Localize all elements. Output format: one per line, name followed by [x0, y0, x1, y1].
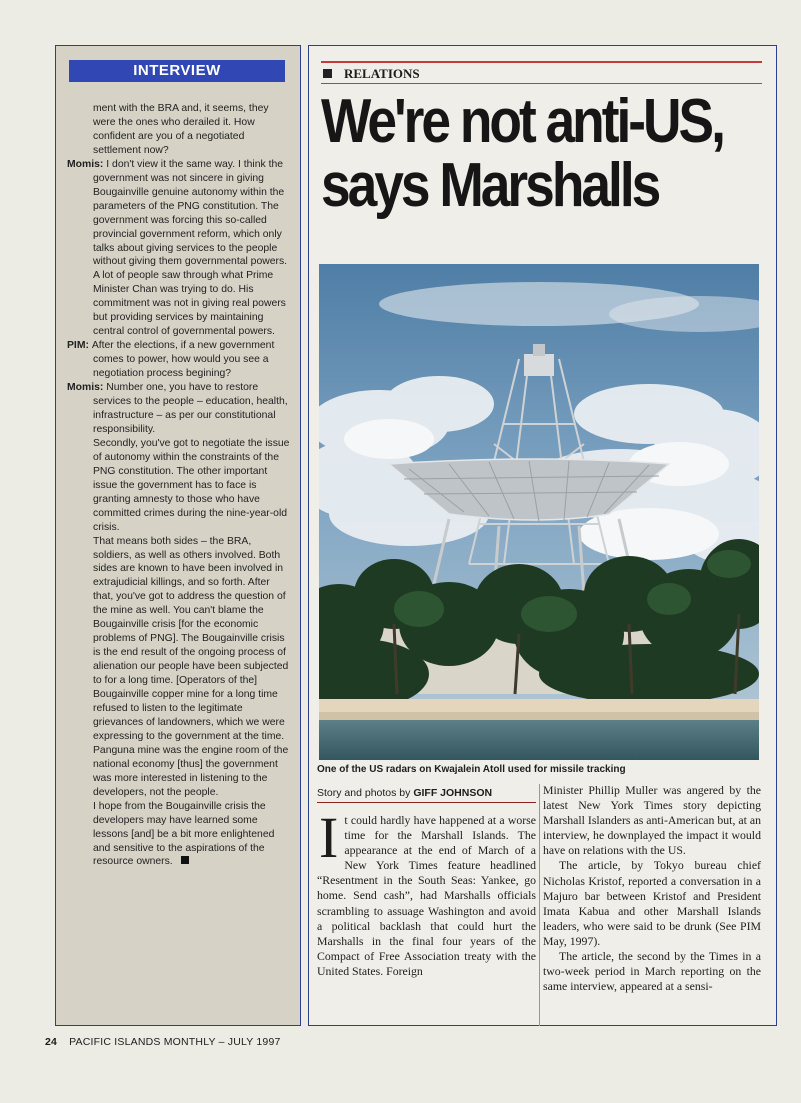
interview-text: A lot of people saw through what Prime Minister Chan was trying to do. His commitment was not in giving real powers but providing services by maintaining central control of governmental powers. [93, 270, 286, 338]
interview-paragraph [67, 339, 291, 381]
interview-text: I don't view it the same way. I think the government was not sincere in giving Bougainville genuine autonomy within the parameters of the PNG constitution. The government was forcing this so-called provincial government reform, which only talks about giving services to the people without giving them governmental powers. [93, 158, 288, 268]
byline-rule [317, 802, 536, 803]
interview-paragraph [67, 102, 291, 158]
page-number: 24 [45, 1036, 58, 1048]
interview-text: ment with the BRA and, it seems, they were the ones who derailed it. How confident are you of a negotiated settlement now? [93, 103, 269, 156]
interview-paragraph [67, 744, 291, 800]
byline-author: GIFF JOHNSON [413, 787, 493, 799]
speaker-label: Momis: [67, 158, 107, 170]
section-underline [321, 83, 762, 84]
interview-paragraph [67, 437, 291, 535]
headline-line-2: says Marshalls [321, 151, 659, 220]
speaker-label: Momis: [67, 382, 107, 394]
interview-paragraph [67, 381, 291, 437]
section-label [323, 66, 420, 82]
column-divider [539, 784, 540, 1026]
section-marker-icon [323, 69, 332, 78]
interview-text: Number one, you have to restore services to the people – education, health, infrastructure – as per our constitutional responsibility. [93, 382, 288, 435]
interview-text: After the elections, if a new government comes to power, how would you see a negotiation process begining? [91, 340, 275, 380]
interview-text: I hope from the Bougainville crisis the developers may have learned some lessons [and] be a bit more enlightened and sensitive to the aspirations of the resource owners. [93, 800, 275, 868]
headline [321, 87, 723, 220]
article-paragraph: The article, by Tokyo bureau chief Nicholas Kristof, reported a conversation in a Majuro bar between Kristof and President Imata Kabua and other Marshall Islands leaders, who were said to be drunk (See PIM May, 1997). [543, 858, 761, 948]
article-panel [308, 45, 777, 1026]
article-column-1 [317, 805, 536, 979]
interview-paragraph [67, 535, 291, 744]
column-1-text: t could hardly have happened at a worse time for the Marshall Islands. The appearance at the end of March of a New York Times feature headlined “Resentment in the South Seas: Yankee, go home. Send cash”, had Marshalls officials scrambling to assuage Washington and avoid a political backlash that could hurt the Marshalls in the final four years of the Compact of Free Association treaty with the United States. Foreign [317, 813, 536, 978]
interview-paragraph [67, 269, 291, 339]
page-footer [45, 1036, 281, 1048]
interview-text: That means both sides – the BRA, soldiers, as well as others involved. Both sides are known to have been involved in extrajudicial killings, and so forth. After that, you've got to address the question of the mine as well. You can't blame the Bougainville crisis [for the economic problems of PNG]. The Bougainville crisis is the end result of the ongoing process of alienation our people have been subjected to for a long time. [Operators of the] Bougainville copper mine for a long time refused to listen to the legitimate grievances of landowners, which we were expressing to the government at the time. [93, 535, 289, 742]
interview-paragraph [67, 800, 291, 870]
article-paragraph: The article, the second by the Times in a two-week period in March reporting on the same interview, appeared at a sensi- [543, 949, 761, 994]
photo-caption: One of the US radars on Kwajalein Atoll used for missile tracking [317, 764, 626, 775]
byline [317, 787, 492, 799]
radar-photo [319, 264, 759, 760]
drop-cap: I [319, 805, 339, 870]
publication-line: PACIFIC ISLANDS MONTHLY – JULY 1997 [69, 1036, 281, 1048]
article-column-2 [543, 783, 761, 994]
end-mark-icon [181, 856, 189, 864]
interview-paragraph [67, 158, 291, 270]
interview-body [67, 102, 291, 869]
interview-panel [55, 45, 301, 1026]
interview-text: Secondly, you've got to negotiate the issue of autonomy within the constraints of the PNG constitution. The other important issue the government has to face is granting amnesty to those who have committed crimes during the nine-year-old crisis. [93, 437, 290, 533]
speaker-label: PIM: [67, 340, 92, 352]
section-name: RELATIONS [344, 66, 420, 81]
interview-text: Panguna mine was the engine room of the national economy [thus] the government was more interested in listening to the developers, not the people. [93, 744, 289, 798]
byline-prefix: Story and photos by [317, 787, 411, 799]
radar-photo-image [319, 264, 759, 760]
article-paragraph: Minister Phillip Muller was angered by the latest New York Times story depicting Marshall Islanders as anti-American but, at an interview, he downplayed the impact it would have on relations with the US. [543, 783, 761, 858]
headline-line-1: We're not anti-US, [321, 87, 723, 156]
section-rule [321, 61, 762, 63]
interview-heading: INTERVIEW [69, 60, 285, 82]
